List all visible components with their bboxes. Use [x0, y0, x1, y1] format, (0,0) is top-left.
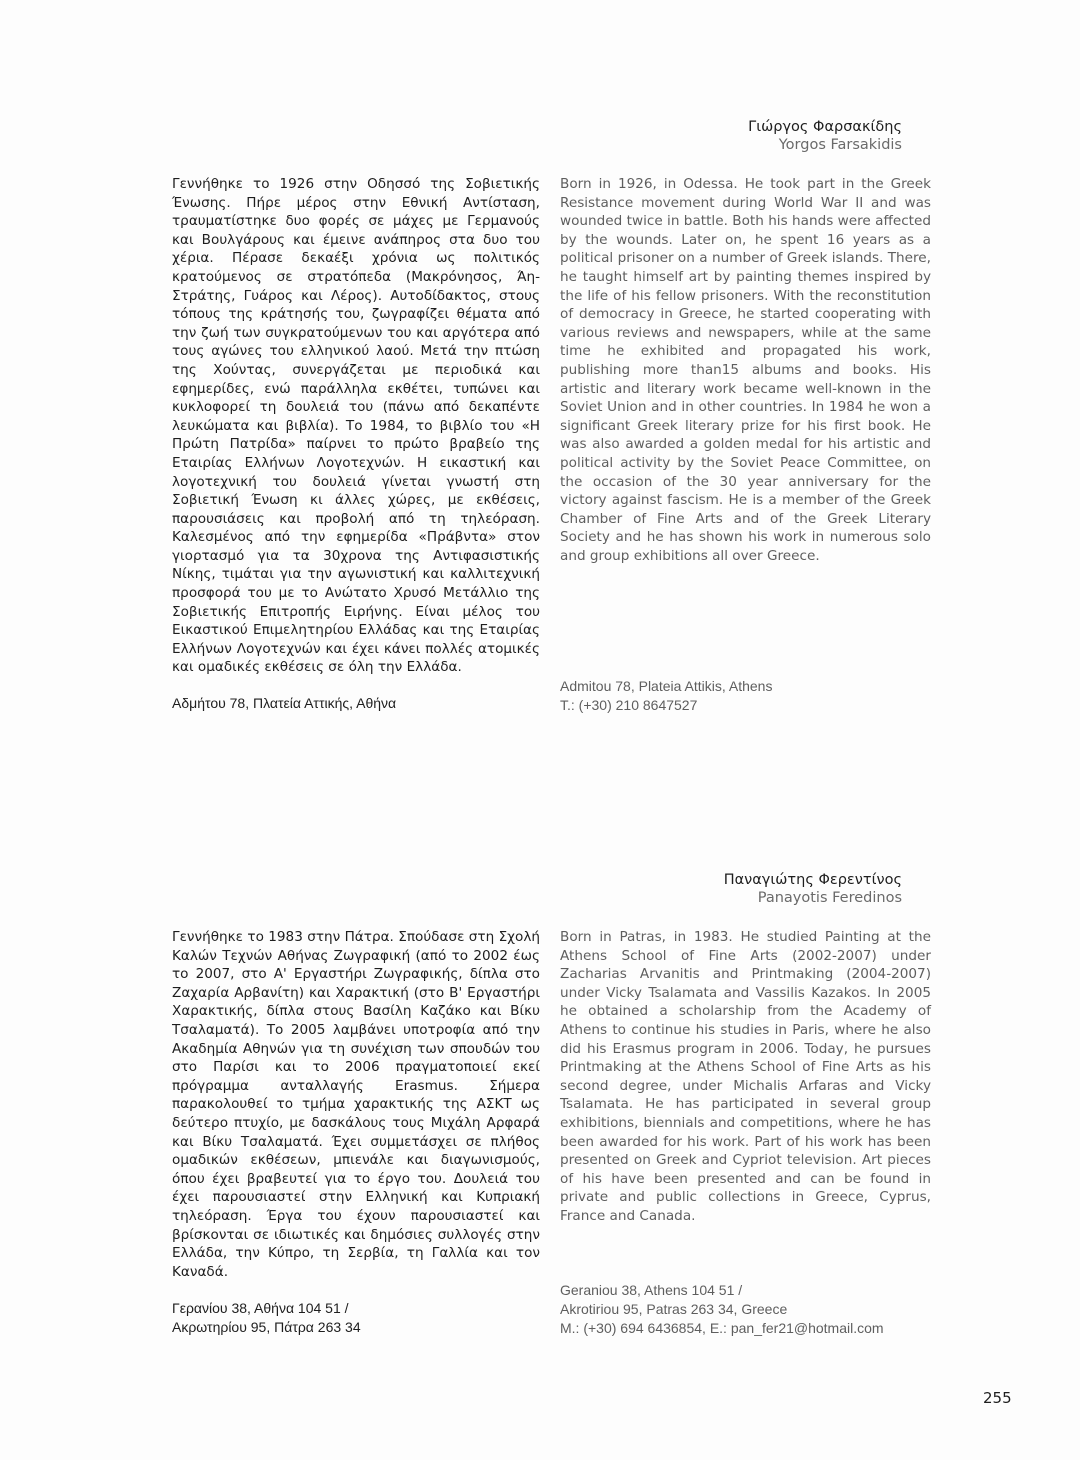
- address-greek: [172, 694, 396, 713]
- address-greek-line: Ακρωτηρίου 95, Πάτρα 263 34: [172, 1319, 361, 1335]
- artist-name-heading: [724, 871, 902, 907]
- bio-english: Born in Patras, in 1983. He studied Painting at the Athens School of Fine Arts (2002-2007) under Zacharias Arvanitis and Printmaking (2004-2007) under Vicky Tsalamata and Vassilis Kazakos. In 2005 he obtained a scholarship from the Academy of Athens to continue his studies in Paris, where he also did his Erasmus program in 2006. Today, he pursues Printmaking at the Athens School of Fine Arts as his second degree, under Michalis Arfaras and Vicky Tsalamata. He has participated in several group exhibitions, biennials and competitions, where he has been awarded for his work. Part of his work has been presented on Greek and Cypriot television. Art pieces of his have been presented and can be found in private and public collections in Greece, Cyprus, France and Canada.: [560, 929, 931, 1224]
- address-english-line: Admitou 78, Plateia Attikis, Athens: [560, 678, 773, 694]
- address-english: [560, 677, 772, 715]
- artist-name-greek: Γιώργος Φαρσακίδης: [748, 119, 902, 135]
- address-english-line: Geraniou 38, Athens 104 51 /: [560, 1282, 743, 1298]
- address-greek-line: Γερανίου 38, Αθήνα 104 51 /: [172, 1300, 349, 1316]
- address-greek: [172, 1299, 361, 1337]
- contact-line: M.: (+30) 694 6436854, E.: pan_fer21@hotmail.com: [560, 1320, 884, 1336]
- artist-name-latin: Panayotis Feredinos: [757, 890, 902, 906]
- bio-english: Born in 1926, in Odessa. He took part in the Greek Resistance movement during World War II and was wounded twice in battle. Both his hands were affected by the wounds. Later on, he spent 16 years as a political prisoner on a number of Greek islands. There, he taught himself art by painting themes inspired by the life of his fellow prisoners. With the reconstitution of democracy in Greece, he started cooperating with various reviews and newspapers, while at the same time he exhibited and propagated his work, publishing more than15 albums and books. His artistic and literary work became well-known in the Soviet Union and in other countries. In 1984 he won a significant Greek literary prize for his first book. He was also awarded a golden medal for his artistic and political activity by the Soviet Peace Committee, on the occasion of the 30 year anniversary for the victory against fascism. He is a member of the Greek Chamber of Fine Arts and of the Greek Literary Society and he has shown his work in numerous solo and group exhibitions all over Greece.: [560, 176, 931, 564]
- phone-line: T.: (+30) 210 8647527: [560, 697, 698, 713]
- bio-greek: Γεννήθηκε το 1983 στην Πάτρα. Σπούδασε στη Σχολή Καλών Τεχνών Αθήνας Ζωγραφική (από το 2002 έως το 2007, στο Α' Εργαστήρι Ζωγραφικής, δίπλα στο Ζαχαρία Αρβανίτη) και Χαρακτική (στο Β' Εργαστήρι Χαρακτικής, δίπλα στους Βασίλη Καζάκο και Βίκυ Τσαλαματά). Το 2005 λαμβάνει υποτροφία από την Ακαδημία Αθηνών για τη συνέχιση των σπουδών του στο Παρίσι και το 2006 πραγματοποιεί εκεί πρόγραμμα ανταλλαγής Erasmus. Σήμερα παρακολουθεί το τμήμα χαρακτικής της ΑΣΚΤ ως δεύτερο πτυχίο, με δασκάλους τους Μιχάλη Αρφαρά και Βίκυ Τσαλαματά. Έχει συμμετάσχει σε πλήθος ομαδικών εκθέσεων, μπιενάλε και διαγωνισμούς, όπου έχει βραβευτεί για το έργο του. Δουλειά του έχει παρουσιαστεί στην Ελληνική και Κυπριακή τηλεόραση. Έργα του έχουν παρουσιαστεί και βρίσκονται σε ιδιωτικές και δημόσιες συλλογές στην Ελλάδα, την Κύπρο, τη Σερβία, τη Γαλλία και τον Καναδά.: [172, 929, 540, 1280]
- address-english-line: Akrotiriou 95, Patras 263 34, Greece: [560, 1301, 788, 1317]
- page-number: 255: [983, 1389, 1012, 1407]
- artist-name-heading: [748, 118, 902, 154]
- artist-name-greek: Παναγιώτης Φερεντίνος: [723, 872, 902, 888]
- address-english: [560, 1281, 884, 1338]
- artist-name-latin: Yorgos Farsakidis: [778, 137, 902, 153]
- address-greek-line: Αδμήτου 78, Πλατεία Αττικής, Αθήνα: [172, 695, 397, 711]
- bio-greek: Γεννήθηκε το 1926 στην Οδησσό της Σοβιετικής Ένωσης. Πήρε μέρος στην Εθνική Αντίσταση, τραυματίστηκε δυο φορές σε μάχες με Γερμανούς και Βουλγάρους και έμεινε ανάπηρος στα δυο του χέρια. Πέρασε δεκαέξι χρόνια ως πολιτικός κρατούμενος σε στρατόπεδα (Μακρόνησος, Άη-Στράτης, Γυάρος και Λέρος). Αυτοδίδακτος, στους τόπους της κράτησής του, ζωγραφίζει θέματα από την ζωή των συγκρατούμενων του και αργότερα από τους αγώνες του ελληνικού λαού. Μετά την πτώση της Χούντας, συνεργάζεται με περιοδικά και εφημερίδες, ενώ παράλληλα εκθέτει, τυπώνει και κυκλοφορεί τη δουλειά του (πάνω από δεκαπέντε λευκώματα και βιβλία). Το 1984, το βιβλίο του «Η Πρώτη Πατρίδα» παίρνει το πρώτο βραβείο της Εταιρίας Ελλήνων Λογοτεχνών. Η εικαστική και λογοτεχνική του δουλειά γίνεται γνωστή στη Σοβιετική Ένωση κι άλλες χώρες, με εκθέσεις, παρουσιάσεις και προβολή από τη τηλεόραση. Καλεσμένος από την εφημερίδα «Πράβντα» στον γιορτασμό για τα 30χρονα της Αντιφασιστικής Νίκης, τιμάται για την αγωνιστική και καλλιτεχνική προσφορά του με το Ανώτατο Χρυσό Μετάλλιο της Σοβιετικής Επιτροπής Ειρήνης. Είναι μέλος του Εικαστικού Επιμελητηρίου Ελλάδας και της Εταιρίας Ελλήνων Λογοτεχνών και έχει κάνει πολλές ατομικές και ομαδικές εκθέσεις σε όλη την Ελλάδα.: [172, 176, 540, 676]
